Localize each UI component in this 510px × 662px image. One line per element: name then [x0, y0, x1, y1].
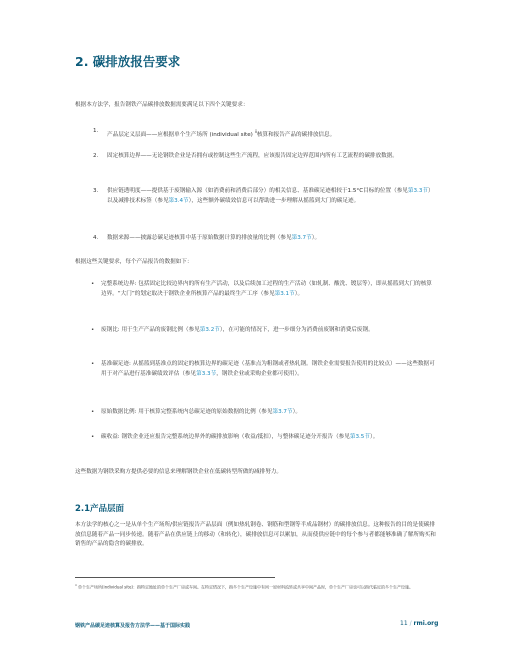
- requirement-number: 4.: [93, 235, 99, 241]
- data-item-text-end: ，钢铁企业或采购企业都可使用）。: [216, 370, 303, 377]
- data-item-text-end: ）。: [369, 434, 379, 440]
- data-item-text-end: ），在可能的情况下，进一步细分为消费前废钢和消费后废钢。: [219, 327, 374, 333]
- requirement-number: 2.: [93, 153, 99, 159]
- requirement-text: 产品层定义层面——应根据单个生产场所 (individual site): [107, 131, 255, 138]
- data-item-text: 碳收益: 钢铁企业还应报告完整系统边界外的碳排放影响（收益/抵扣），与整体碳足迹分开报告（参见: [101, 434, 350, 440]
- footer-page-info: [400, 620, 438, 627]
- section-link-3-3[interactable]: 第3.3节: [196, 370, 217, 377]
- data-item-text: 基准碳足迹: 从摇篮到基准点的固定的核算边界的碳足迹（基准点为粗钢或者热轧钢。钢铁企业需要报告使用的比较点）——这些数据可用于对产品进行基准碳绩效评估（参见: [101, 361, 435, 377]
- data-item-4: [75, 408, 437, 418]
- subsection-paragraph: 本方法学的核心之一是从单个生产场所/供应链报告产品层面（例如热轧钢卷、钢筋和型钢等半成品钢材）的碳排放信息。这种报告的目的是使碳排放信息随着产品一同步传递。随着产品在供应链上的移动（和转化），碳排放信息可以累加，从而使供应链中的每个参与者都能够准确了解所购买和销售的产品的隐含的碳排放。: [75, 522, 436, 548]
- bullet-icon: •: [91, 281, 95, 287]
- data-item-text-end: ）。: [294, 290, 304, 297]
- requirement-number: 1.: [93, 128, 99, 134]
- requirement-number: 3.: [93, 188, 99, 194]
- footnote-divider: [75, 577, 275, 578]
- footer-document-title: 钢铁产品碳足迹核算及报告方法学——基于国际实践: [75, 623, 191, 629]
- footnote-text: 单个生产场所(individual site)：指特定地址的单个生产厂房或车间。在特定情况下，指多个生产设施中有同一原材料流转或共享中间产品时，单个生产厂房也可以指代临近的多个生产设施。: [76, 584, 413, 590]
- subsection-heading: 2.1产品层面: [75, 504, 125, 514]
- requirement-item-2: [75, 152, 437, 172]
- data-item-text: 废钢比: 用于生产产品的废钢比例（参见: [101, 327, 200, 333]
- bullet-icon: •: [91, 327, 95, 333]
- data-outro-paragraph: 这些数据为钢铁采购方提供必要的信息来理解钢铁企业在低碳转型所做的减排努力。: [75, 469, 282, 475]
- intro-paragraph: 根据本方法学，报告钢铁产品碳排放数据需要满足以下四个关键要求：: [75, 102, 249, 108]
- section-link-3-5[interactable]: 第3.5节: [349, 434, 370, 440]
- footer-brand-link[interactable]: rmi.org: [413, 620, 439, 627]
- requirement-text-end: ）。: [311, 235, 321, 241]
- section-link-3-7[interactable]: 第3.7节: [272, 409, 293, 415]
- section-link-3-7[interactable]: 第3.7节: [291, 235, 312, 241]
- requirement-text-cont: ）以及减排技术标签（参见: [107, 188, 434, 204]
- section-link-3-4[interactable]: 第3.4节: [168, 197, 189, 204]
- section-link-3-1[interactable]: 第3.1节: [274, 290, 295, 297]
- bullet-icon: •: [91, 434, 95, 440]
- data-item-5: [75, 433, 437, 453]
- page-number: 11: [400, 620, 408, 627]
- data-item-text-end: ）。: [292, 409, 301, 415]
- footnote-ref[interactable]: ii: [254, 129, 257, 134]
- requirement-item-4: [75, 234, 437, 244]
- data-item-2: [75, 326, 437, 346]
- section-heading: 2. 碳排放报告要求: [75, 54, 181, 69]
- data-item-3: [75, 360, 437, 390]
- section-link-3-3[interactable]: 第3.3节: [407, 188, 428, 194]
- requirement-item-1: [75, 127, 437, 137]
- requirement-text: 固定核算边界——无论钢铁企业是否拥有或控制这些生产流程，应该报告固定边界范围内所有工艺流程的碳排放数据。: [107, 153, 398, 159]
- bullet-icon: •: [91, 361, 95, 367]
- footer-separator: /: [409, 620, 412, 627]
- requirement-text: 供应链透明度——提供基于废钢输入源（如消费前和消费后部分）的相关信息、基准碳足迹相较于1.5°C目标的位置（参见: [107, 188, 408, 194]
- section-link-3-2[interactable]: 第3.2节: [199, 327, 220, 333]
- requirement-text-cont: 核算和报告产品的碳排放信息。: [256, 131, 336, 138]
- requirement-text-end: ），这些额外碳绩效信息可以帮助进一步理解从摇篮到大门的碳足迹。: [188, 197, 360, 204]
- bullet-icon: •: [91, 409, 95, 415]
- data-item-text: 完整系统边界: 包括固定比较边界内的所有生产活动，以及后续加工过程的生产活动（如轧制、酸洗、镀层等），即从摇篮到大门的核算边界。“大门”的划定取决于钢铁企业所核算产品的最终生产工序（参见: [101, 281, 432, 297]
- data-item-text: 原始数据比例: 用于核算完整系统内总碳足迹的原始数据的比例（参见: [101, 409, 273, 415]
- data-item-1: [75, 280, 437, 310]
- requirement-text: 数据来源——披露总碳足迹核算中基于原始数据计算的排放量的比例（参见: [107, 235, 292, 241]
- requirement-item-3: [75, 187, 437, 217]
- footnote-mark: ii: [75, 583, 77, 587]
- data-intro-paragraph: 根据这些关键要求，每个产品报告的数据如下：: [75, 259, 193, 265]
- footnote: [75, 581, 445, 591]
